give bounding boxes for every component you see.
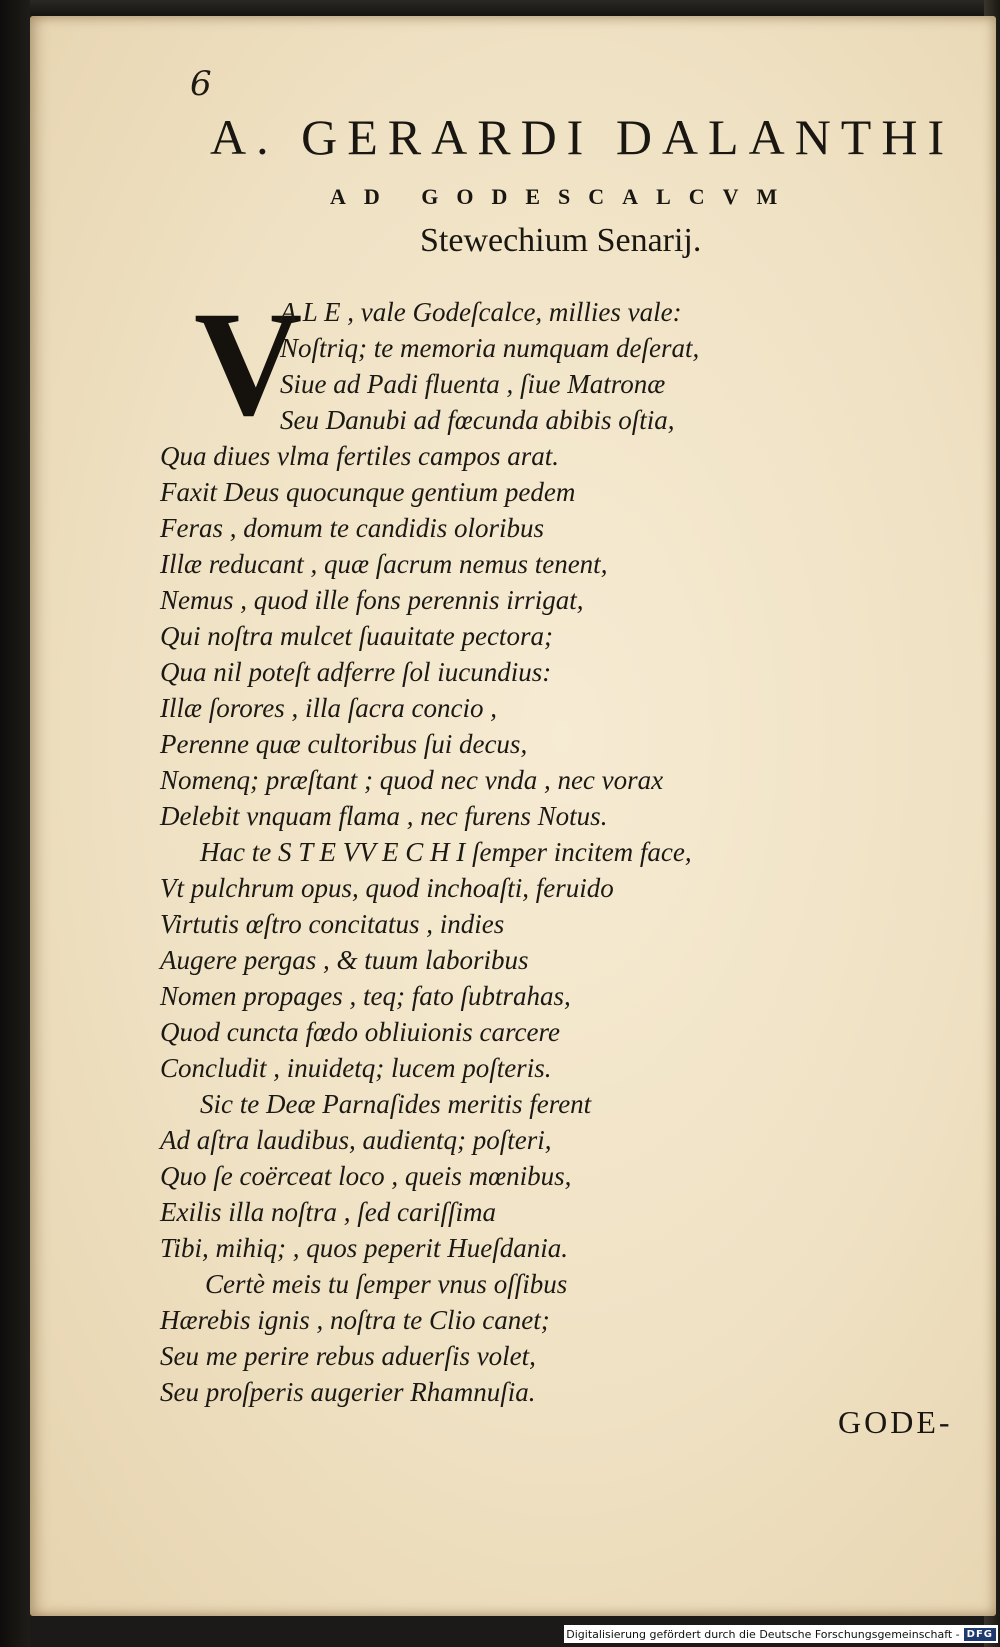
credit-text: Digitalisierung gefördert durch die Deutsche Forschungsgemeinschaft - <box>566 1627 960 1641</box>
verse-line: Exilis illa noſtra , ſed cariſſima <box>160 1197 496 1227</box>
verse-line: Tibi, mihiq; , quos peperit Hueſdania. <box>160 1233 568 1263</box>
verse-line: Concludit , inuidetq; lucem poſteris. <box>160 1053 552 1083</box>
verse-line: Qua nil poteſt adferre ſol iucundius: <box>160 657 552 687</box>
verse-line: Qui noſtra mulcet ſuauitate pectora; <box>160 621 553 651</box>
verse-line: Nemus , quod ille fons perennis irrigat, <box>160 585 584 615</box>
verse-line: Qua diues vlma fertiles campos arat. <box>160 441 559 471</box>
verse-line: Siue ad Padi fluenta , ſiue Matronæ <box>280 369 666 399</box>
verse-line: Perenne quæ cultoribus ſui decus, <box>160 729 528 759</box>
verse-line: Nomenq; præſtant ; quod nec vnda , nec vorax <box>160 765 664 795</box>
book-page <box>30 16 996 1616</box>
verse-line: Certè meis tu ſemper vnus oſſibus <box>205 1269 568 1299</box>
verse-line: Nomen propages , teq; fato ſubtrahas, <box>160 981 571 1011</box>
drop-cap-letter: V <box>194 296 302 426</box>
dfg-logo: DFG <box>964 1628 996 1641</box>
dedication-heading: AD GODESCALCVM <box>330 184 796 209</box>
verse-line: Ad aſtra laudibus, audientq; poſteri, <box>160 1125 552 1155</box>
verse-line: Seu me perire rebus aduerſis volet, <box>160 1341 536 1371</box>
verse-line: Delebit vnquam flama , nec furens Notus. <box>160 801 608 831</box>
verse-line: A L E , vale Godeſcalce, millies vale: <box>280 297 682 327</box>
page-number: 6 <box>190 64 212 104</box>
verse-line: Quo ſe coërceat loco , queis mœnibus, <box>160 1161 572 1191</box>
running-title: A. GERARDI DALANTHI <box>210 109 955 165</box>
scan-frame-left <box>0 0 30 1647</box>
verse-line: Virtutis œſtro concitatus , indies <box>160 909 505 939</box>
verse-line: Illæ ſorores , illa ſacra concio , <box>160 693 497 723</box>
verse-line: Hærebis ignis , noſtra te Clio canet; <box>160 1305 550 1335</box>
verse-line: Feras , domum te candidis oloribus <box>160 513 544 543</box>
catchword: GODE- <box>838 1404 953 1440</box>
scan-frame-top <box>0 0 1000 16</box>
verse-line: Faxit Deus quocunque gentium pedem <box>160 477 576 507</box>
verse-line: Noſtriq; te memoria numquam deſerat, <box>280 333 700 363</box>
digitization-credit <box>564 1625 998 1643</box>
verse-line: Seu Danubi ad fœcunda abibis oſtia, <box>280 405 675 435</box>
verse-line: Sic te Deæ Parnaſides meritis ferent <box>200 1089 592 1119</box>
dedication-subtitle: Stewechium Senarij. <box>420 222 702 259</box>
verse-line: Seu proſperis augerier Rhamnuſia. <box>160 1377 536 1407</box>
verse-line: Augere pergas , & tuum laboribus <box>160 945 529 975</box>
poem <box>30 16 996 1616</box>
verse-line: Hac te S T E VV E C H I ſemper incitem face, <box>200 837 692 867</box>
verse-line: Quod cuncta fœdo obliuionis carcere <box>160 1017 560 1047</box>
verse-line: Illæ reducant , quæ ſacrum nemus tenent, <box>160 549 608 579</box>
verse-line: Vt pulchrum opus, quod inchoaſti, feruido <box>160 873 614 903</box>
